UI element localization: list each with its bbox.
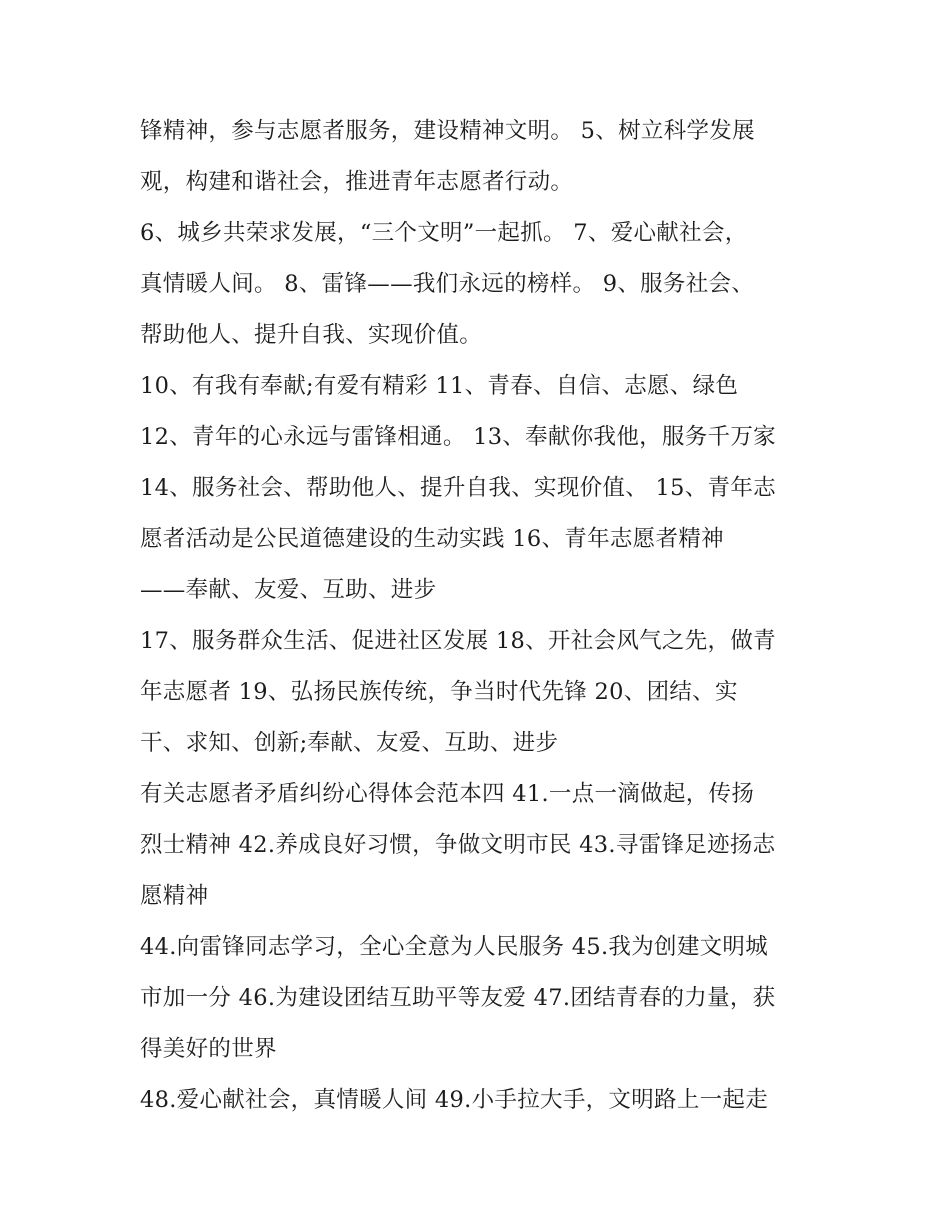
text-line: 得美好的世界 xyxy=(140,1036,277,1062)
text-line: 年志愿者 19、弘扬民族传统，争当时代先锋 20、团结、实 xyxy=(140,679,738,705)
text-line: 10、有我有奉献;有爱有精彩 11、青春、自信、志愿、绿色 xyxy=(140,373,739,399)
text-line: 愿者活动是公民道德建设的生动实践 16、青年志愿者精神 xyxy=(140,526,724,552)
text-line: 14、服务社会、帮助他人、提升自我、实现价值、 15、青年志 xyxy=(140,475,776,501)
text-line: 有关志愿者矛盾纠纷心得体会范本四 41.一点一滴做起，传扬 xyxy=(140,781,755,807)
text-line: 观，构建和谐社会，推进青年志愿者行动。 xyxy=(140,169,574,195)
text-line: 48.爱心献社会，真情暖人间 49.小手拉大手，文明路上一起走 xyxy=(140,1087,769,1113)
text-line: 17、服务群众生活、促进社区发展 18、开社会风气之先，做青 xyxy=(140,628,776,654)
text-line: 愿精神 xyxy=(140,883,209,909)
text-line: 干、求知、创新;奉献、友爱、互助、进步 xyxy=(140,730,559,756)
text-line: ——奉献、友爱、互助、进步 xyxy=(140,577,437,603)
text-line: 市加一分 46.为建设团结互助平等友爱 47.团结青春的力量，获 xyxy=(140,985,776,1011)
text-line: 锋精神，参与志愿者服务，建设精神文明。 5、树立科学发展 xyxy=(140,118,755,144)
text-line: 12、青年的心永远与雷锋相通。 13、奉献你我他，服务千万家 xyxy=(140,424,776,450)
text-line: 烈士精神 42.养成良好习惯，争做文明市民 43.寻雷锋足迹扬志 xyxy=(140,832,776,858)
text-line: 真情暖人间。 8、雷锋——我们永远的榜样。 9、服务社会、 xyxy=(140,271,755,297)
text-line: 帮助他人、提升自我、实现价值。 xyxy=(140,322,483,348)
text-line: 6、城乡共荣求发展，“三个文明”一起抓。 7、爱心献社会， xyxy=(140,220,748,246)
text-line: 44.向雷锋同志学习，全心全意为人民服务 45.我为创建文明城 xyxy=(140,934,769,960)
document-body xyxy=(140,106,820,1126)
